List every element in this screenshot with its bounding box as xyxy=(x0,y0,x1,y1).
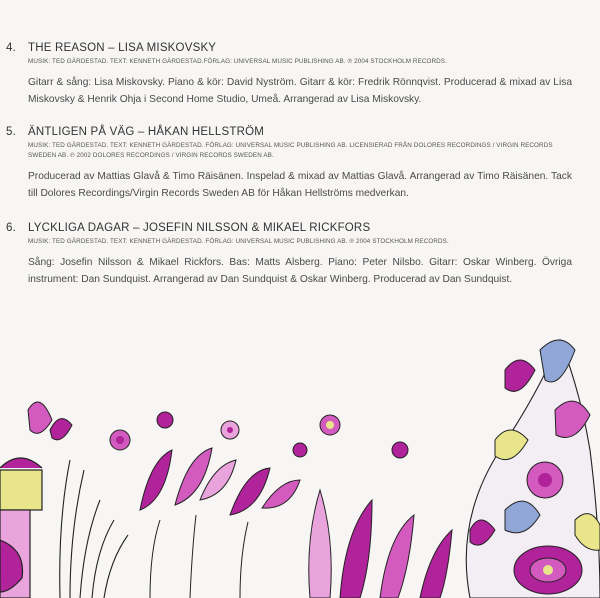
right-bouquet xyxy=(466,340,600,598)
track-personnel: Gitarr & sång: Lisa Miskovsky. Piano & kör: David Nyström. Gitarr & kör: Fredrik Rönnqvist. Producerad & mixad av Lisa Miskovsky & Henrik Ohja i Second Home Studio, Umeå. Arrangerad av Lisa Miskovsky. xyxy=(28,77,572,105)
track-number: 4. xyxy=(6,42,16,54)
track-number: 6. xyxy=(6,222,16,234)
track-credits: MUSIK: TED GÄRDESTAD. TEXT: KENNETH GÄRDESTAD. FÖRLAG: UNIVERSAL MUSIC PUBLISHING AB. ℗ 2004 STOCKHOLM RECORDS. xyxy=(28,238,449,245)
track-name: LYCKLIGA DAGAR – JOSEFIN NILSSON & MIKAEL RICKFORS xyxy=(28,222,371,234)
track-title xyxy=(6,125,572,139)
left-shapes xyxy=(0,402,72,598)
track-4 xyxy=(6,41,572,108)
track-5 xyxy=(6,125,572,202)
track-name: THE REASON – LISA MISKOVSKY xyxy=(28,42,217,54)
track-credits: MUSIK: TED GÄRDESTAD. TEXT: KENNETH GÄRDESTAD.FÖRLAG: UNIVERSAL MUSIC PUBLISHING AB. ℗ 2004 STOCKHOLM RECORDS. xyxy=(28,58,447,65)
track-title xyxy=(6,221,572,235)
grass-strokes xyxy=(60,460,128,598)
track-number: 5. xyxy=(6,126,16,138)
track-personnel: Sång: Josefin Nilsson & Mikael Rickfors. Bas: Matts Alsberg. Piano: Peter Nilsbo. Gitarr: Oskar Winberg. Övriga instrument: Dan Sundquist. Arrangerad av Dan Sundquist & Oskar Winberg. Producerad av Dan Sundquist. xyxy=(28,257,572,285)
track-personnel: Producerad av Mattias Glavå & Timo Räisänen. Inspelad & mixad av Mattias Glavå. Arrangerad av Timo Räisänen. Tack till Dolores Recordings/Virgin Records Sweden AB för Håkan Hellströms medverkan. xyxy=(28,171,572,199)
middle-plants xyxy=(309,490,452,598)
leaf-cluster xyxy=(140,448,300,598)
floral-doodle-illustration xyxy=(0,330,600,598)
track-name: ÄNTLIGEN PÅ VÄG – HÅKAN HELLSTRÖM xyxy=(28,126,265,138)
track-title xyxy=(6,41,572,55)
small-flowers xyxy=(110,412,408,458)
track-6 xyxy=(6,221,572,288)
track-credits: MUSIK: TED GÄRDESTAD. TEXT: KENNETH GÄRDESTAD. FÖRLAG: UNIVERSAL MUSIC PUBLISHING AB. LICENSIERAD FRÅN DOLORES RECORDINGS / VIRGIN RECORDS SWEDEN AB. ℗ 2002 DOLORES RECORDINGS / VIRGIN RECORDS SWEDEN AB. xyxy=(28,142,553,159)
